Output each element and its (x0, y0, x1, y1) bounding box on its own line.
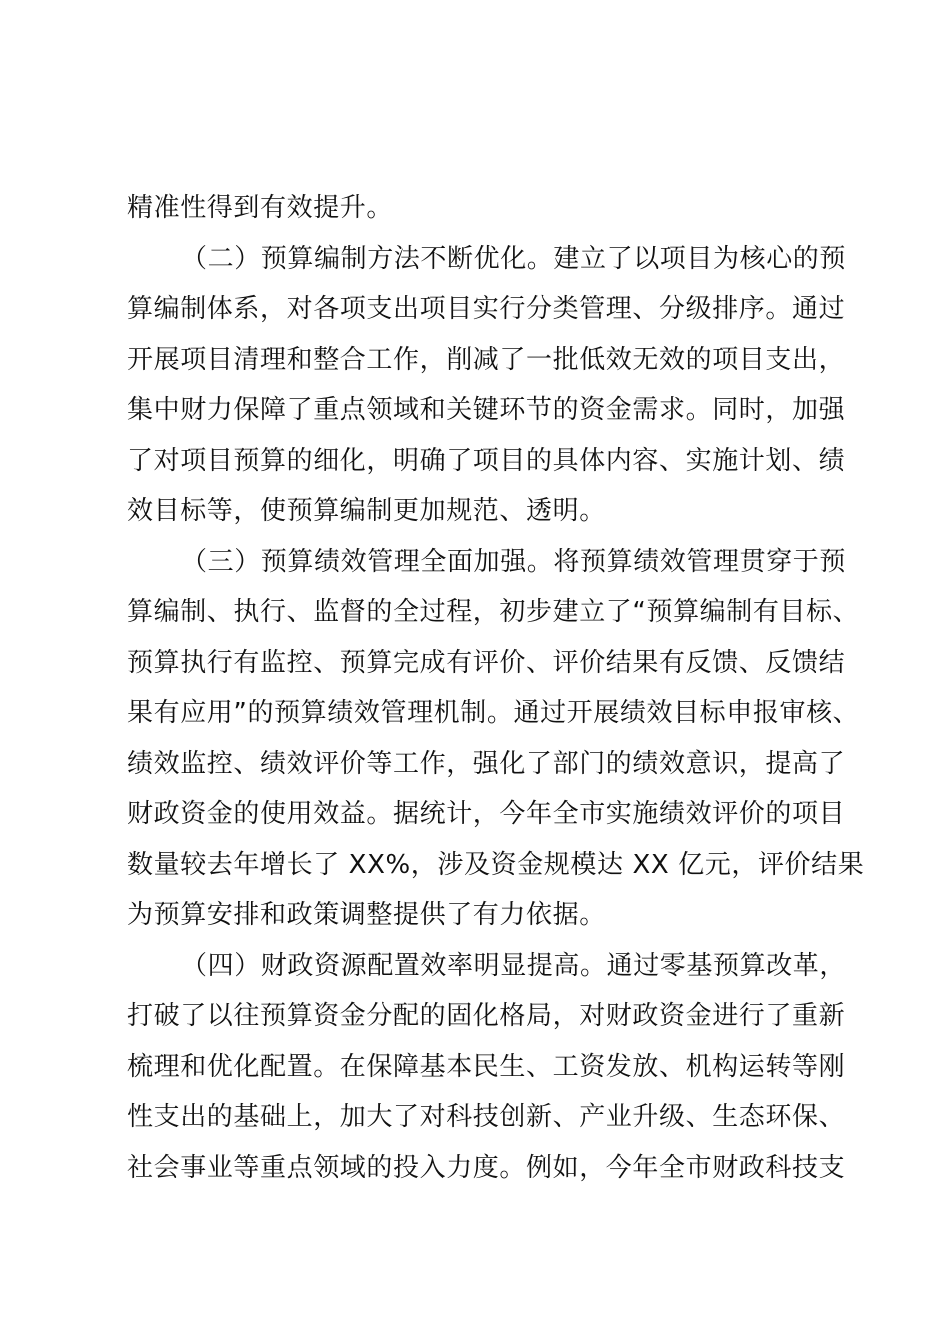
text-line: 预算执行有监控、预算完成有评价、评价结果有反馈、反馈结 (127, 647, 846, 678)
text-line: 了对项目预算的细化，明确了项目的具体内容、实施计划、绩 (127, 445, 846, 476)
text-line: 数量较去年增长了 XX%，涉及资金规模达 XX 亿元，评价结果 (127, 849, 865, 880)
text-line: 集中财力保障了重点领域和关键环节的资金需求。同时，加强 (127, 395, 846, 425)
body-text (127, 183, 865, 1193)
text-line: 开展项目清理和整合工作，削减了一批低效无效的项目支出， (127, 344, 846, 375)
section-4-heading-line: （四）财政资源配置效率明显提高。通过零基预算改革， (181, 950, 847, 981)
text-line: 算编制、执行、监督的全过程，初步建立了“预算编制有目标、 (127, 597, 860, 627)
text-line: 打破了以往预算资金分配的固化格局，对财政资金进行了重新 (127, 1001, 846, 1031)
text-line: 效目标等，使预算编制更加规范、透明。 (127, 496, 606, 526)
text-line: 梳理和优化配置。在保障基本民生、工资发放、机构运转等刚 (127, 1051, 846, 1082)
text-line: 为预算安排和政策调整提供了有力依据。 (127, 900, 606, 930)
text-line: 财政资金的使用效益。据统计，今年全市实施绩效评价的项目 (127, 799, 846, 829)
text-line: 性支出的基础上，加大了对科技创新、产业升级、生态环保、 (127, 1102, 846, 1132)
section-2-heading-line: （二）预算编制方法不断优化。建立了以项目为核心的预 (181, 243, 847, 274)
text-line: 精准性得到有效提升。 (127, 193, 394, 223)
text-line: 果有应用”的预算绩效管理机制。通过开展绩效目标申报审核、 (127, 698, 860, 728)
section-3-heading-line: （三）预算绩效管理全面加强。将预算绩效管理贯穿于预 (181, 546, 847, 577)
text-line: 社会事业等重点领域的投入力度。例如，今年全市财政科技支 (127, 1152, 846, 1183)
text-line: 绩效监控、绩效评价等工作，强化了部门的绩效意识，提高了 (127, 748, 846, 779)
text-line: 算编制体系，对各项支出项目实行分类管理、分级排序。通过 (127, 294, 846, 324)
